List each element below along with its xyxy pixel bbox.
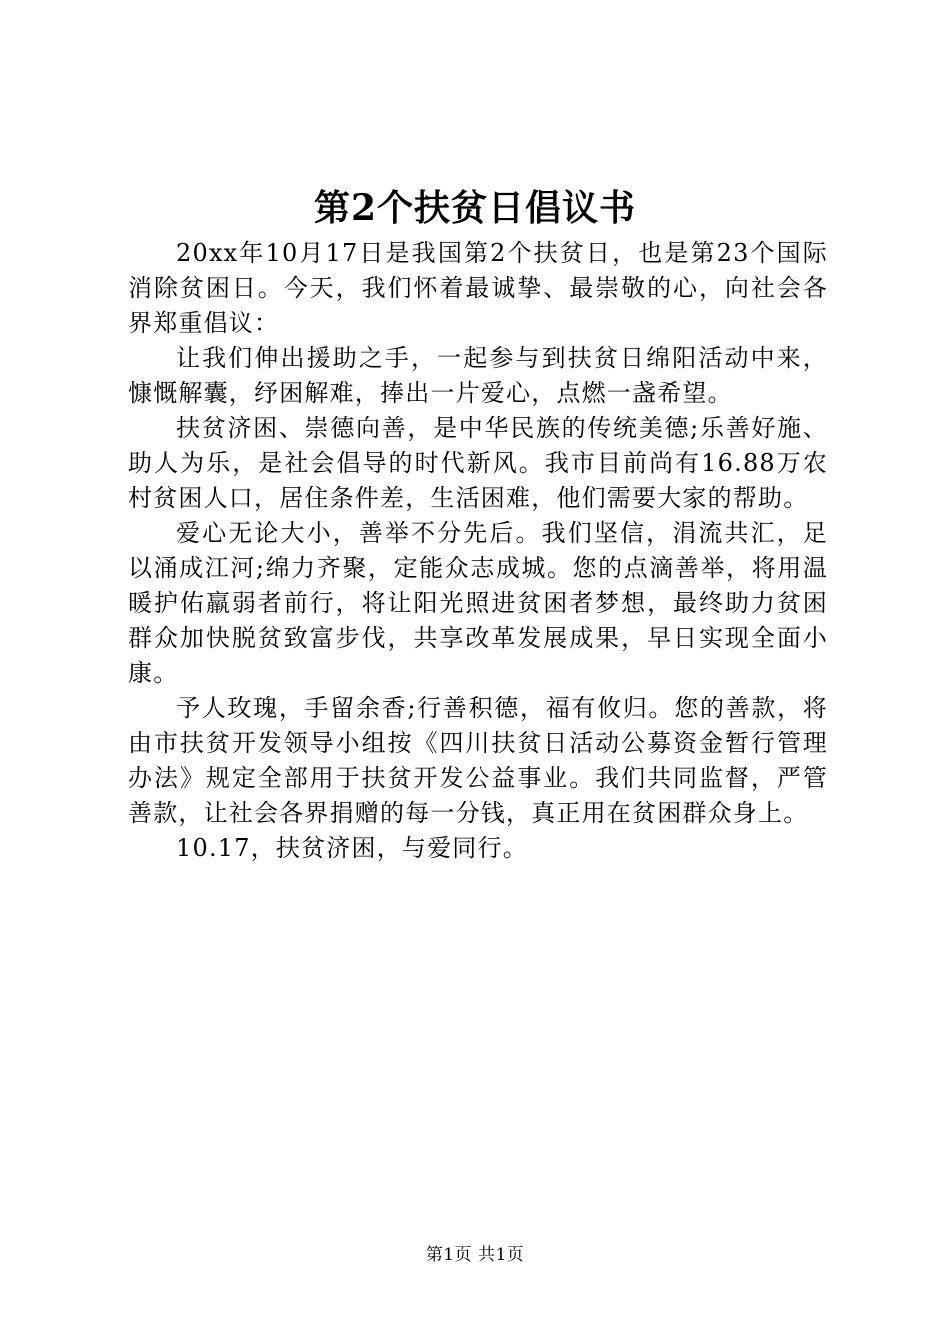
- paragraph-donation: 予人玫瑰，手留余香;行善积德，福有攸归。您的善款，将由市扶贫开发领导小组按《四川扶贫日活动公募资金暂行管理办法》规定全部用于扶贫开发公益事业。我们共同监督，严管善款，让社会各界捐赠的每一分钱，真正用在贫困群众身上。: [128, 694, 828, 827]
- document-body: [128, 236, 828, 866]
- page-title: 第2个扶贫日倡议书: [313, 187, 637, 229]
- paragraph-appeal: 让我们伸出援助之手，一起参与到扶贫日绵阳活动中来，慷慨解囊，纾困解难，捧出一片爱心，点燃一盏希望。: [128, 344, 828, 407]
- paragraph-tradition: 扶贫济困、崇德向善，是中华民族的传统美德;乐善好施、助人为乐，是社会倡导的时代新风。我市目前尚有16.88万农村贫困人口，居住条件差，生活困难，他们需要大家的帮助。: [128, 414, 828, 512]
- paragraph-closing: 10.17，扶贫济困，与爱同行。: [176, 834, 528, 862]
- page-footer: 第1页 共1页: [425, 1245, 525, 1265]
- paragraph-kindness: 爱心无论大小，善举不分先后。我们坚信，涓流共汇，足以涌成江河;绵力齐聚，定能众志成城。您的点滴善举，将用温暖护佑羸弱者前行，将让阳光照进贫困者梦想，最终助力贫困群众加快脱贫致富步伐，共享改革发展成果，早日实现全面小康。: [128, 519, 828, 687]
- paragraph-intro: 20xx年10月17日是我国第2个扶贫日，也是第23个国际消除贫困日。今天，我们怀着最诚挚、最崇敬的心，向社会各界郑重倡议：: [128, 239, 828, 337]
